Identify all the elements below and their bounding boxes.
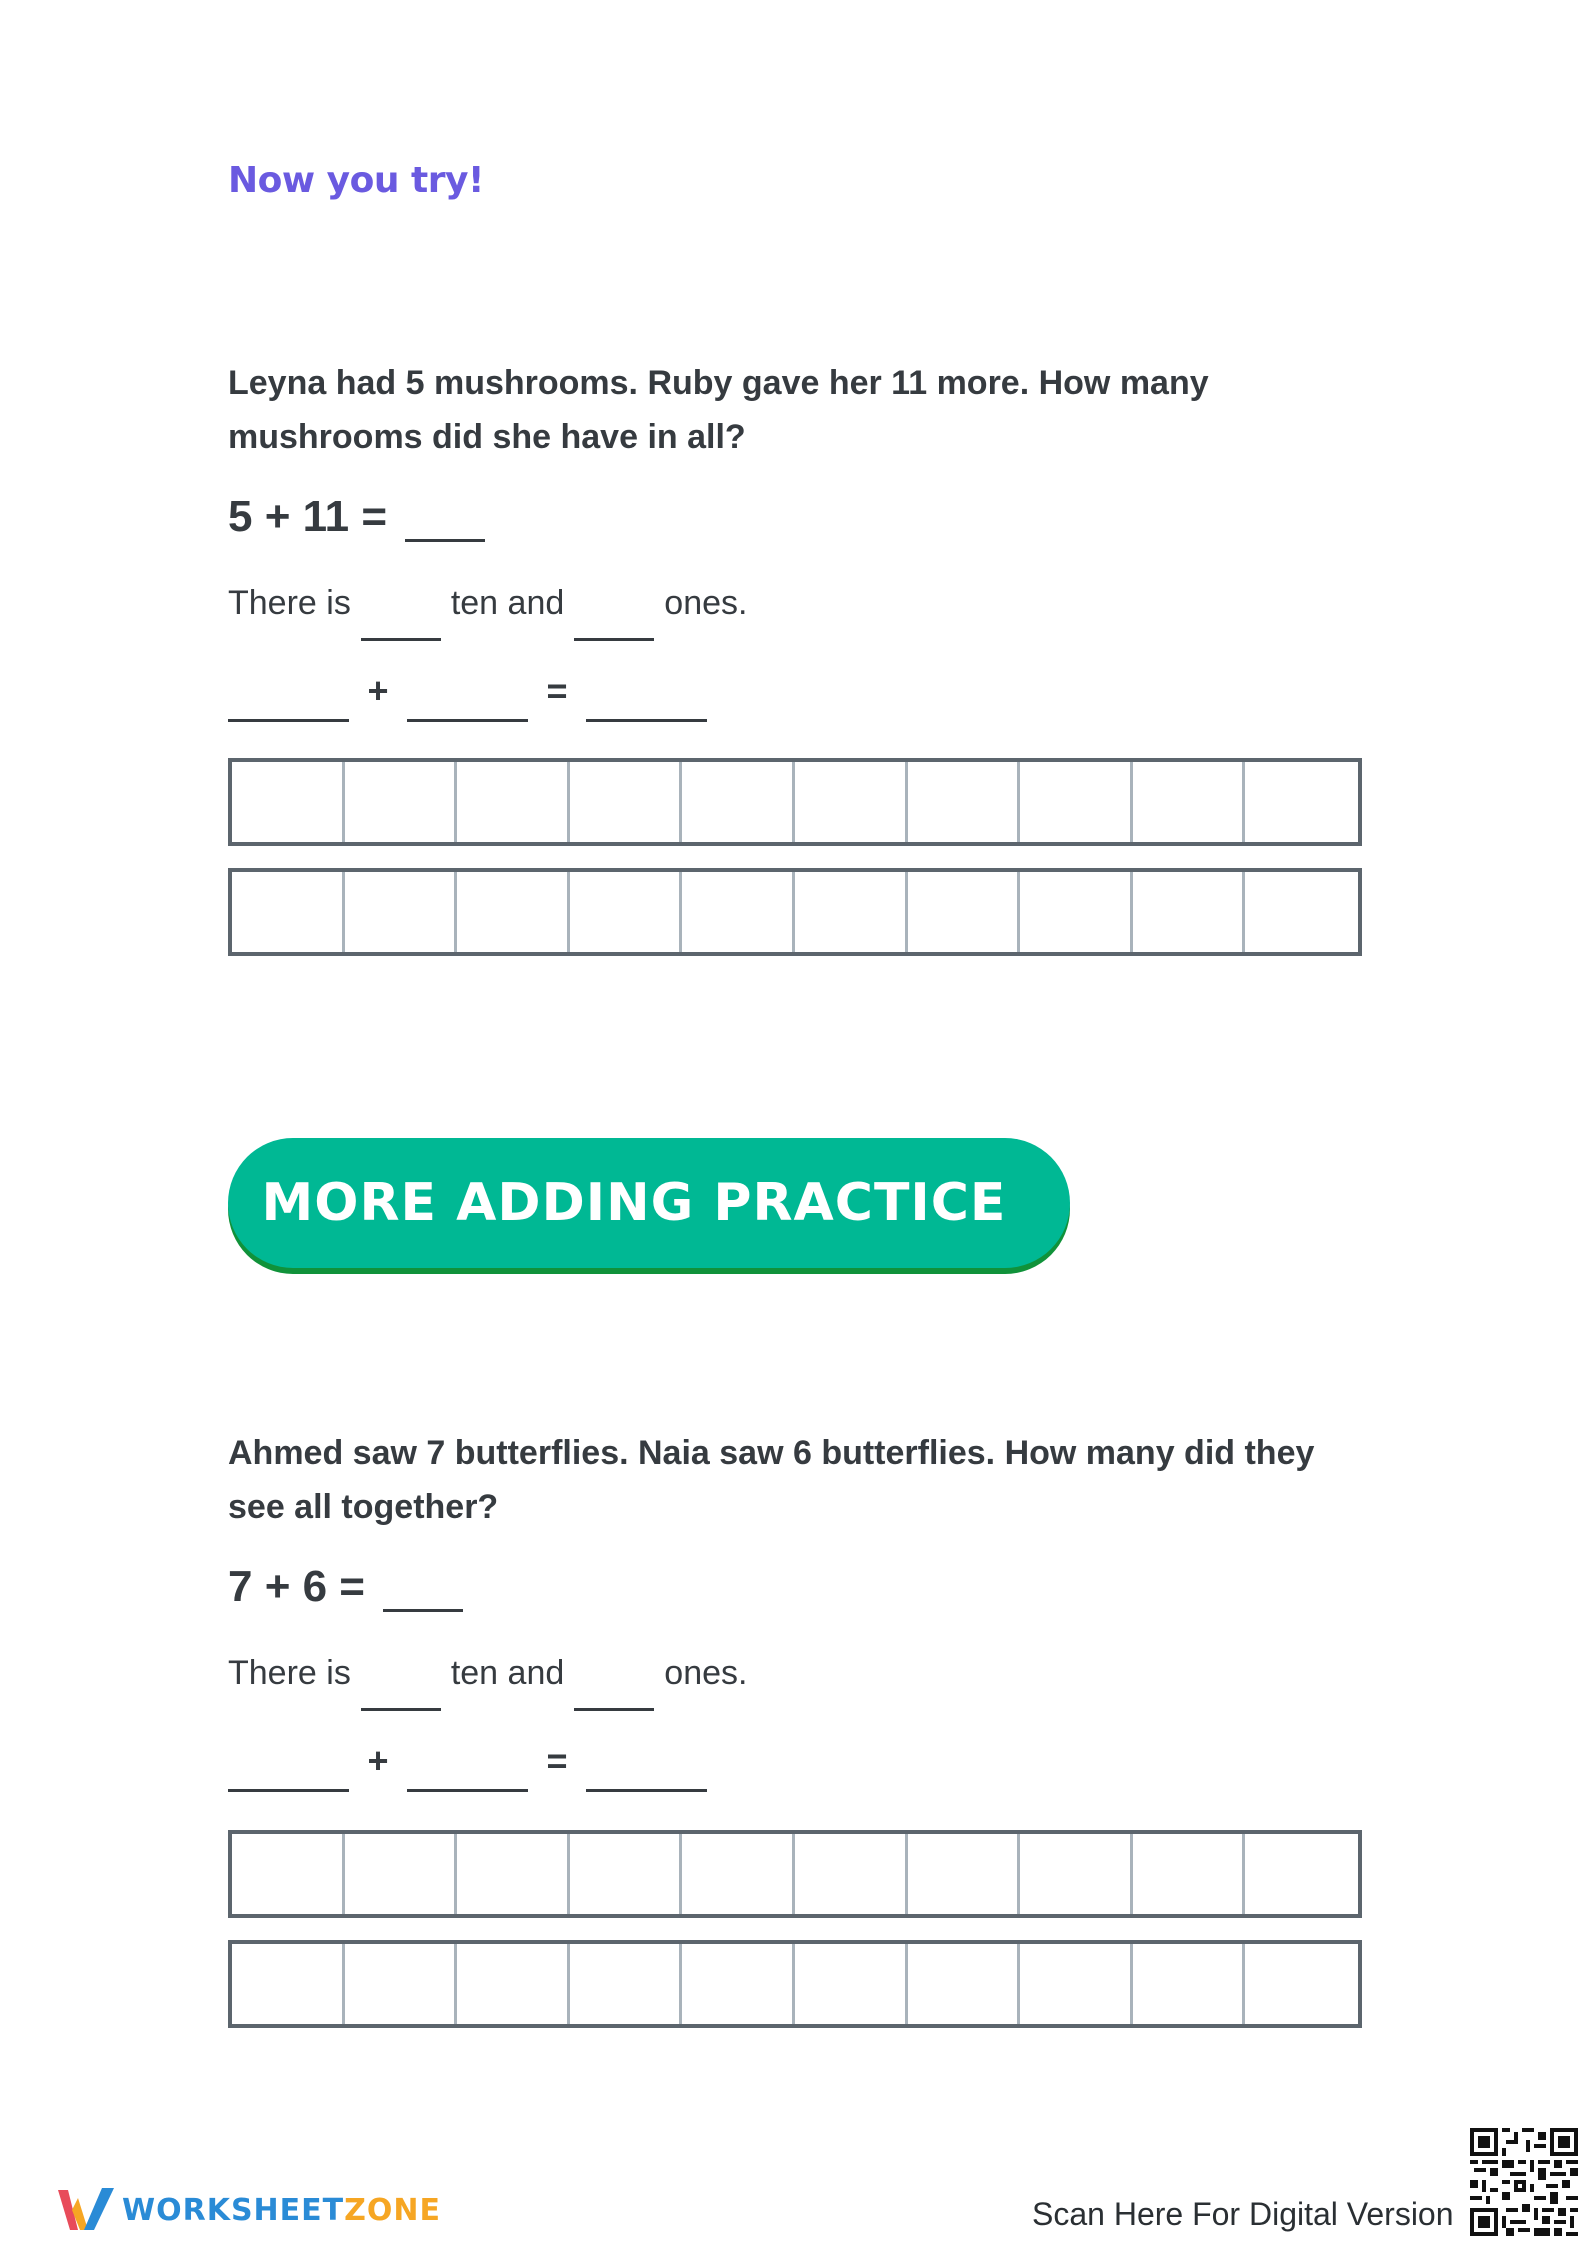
ten-frame-cell[interactable] (1245, 762, 1358, 842)
place-value-text: There is (228, 584, 351, 622)
equation-text: 5 + 11 = (228, 492, 388, 541)
scan-instruction: Scan Here For Digital Version (1032, 2196, 1454, 2232)
place-value-text: There is (228, 1654, 351, 1692)
ten-frame-cell[interactable] (1245, 1834, 1358, 1914)
ten-frame-cell[interactable] (908, 872, 1021, 952)
ten-frame-cell[interactable] (908, 1834, 1021, 1914)
ten-frame-cell[interactable] (908, 1944, 1021, 2024)
word-problem-1: Leyna had 5 mushrooms. Ruby gave her 11 more. How many mushrooms did she have in all? (228, 364, 1209, 456)
ten-frame-cell[interactable] (795, 762, 908, 842)
ten-frame (228, 758, 1362, 846)
brand-name: WORKSHEETZONE (122, 2192, 441, 2228)
ten-frame-cell[interactable] (457, 1944, 570, 2024)
ten-frame-cell[interactable] (232, 1944, 345, 2024)
answer-blank[interactable] (383, 1572, 463, 1612)
addition-line-1 (228, 670, 707, 722)
ten-frame-cell[interactable] (457, 872, 570, 952)
ten-frame-cell[interactable] (795, 1944, 908, 2024)
tens-blank[interactable] (361, 1681, 441, 1711)
addend-blank[interactable] (407, 688, 528, 722)
ten-frame-cell[interactable] (570, 1944, 683, 2024)
ten-frame-cell[interactable] (1020, 762, 1133, 842)
ten-frame-cell[interactable] (345, 1834, 458, 1914)
w-logo-icon (56, 2184, 116, 2236)
ten-frame-cell[interactable] (795, 1834, 908, 1914)
ten-frame-cell[interactable] (1133, 872, 1246, 952)
word-problem-2: Ahmed saw 7 butterflies. Naia saw 6 butterflies. How many did they see all together? (228, 1434, 1315, 1526)
ten-frame-cell[interactable] (1133, 1834, 1246, 1914)
ten-frame-cell[interactable] (232, 872, 345, 952)
ten-frame-cell[interactable] (345, 762, 458, 842)
place-value-text: ones. (664, 1654, 748, 1692)
equals-sign: = (546, 670, 568, 711)
ten-frame-cell[interactable] (682, 872, 795, 952)
ten-frame-cell[interactable] (795, 872, 908, 952)
ten-frame-cell[interactable] (457, 762, 570, 842)
place-value-line-1 (228, 584, 747, 623)
ones-blank[interactable] (574, 611, 654, 641)
ten-frame (228, 868, 1362, 956)
place-value-text: ten and (450, 584, 565, 622)
ten-frame-cell[interactable] (682, 762, 795, 842)
more-practice-banner: MORE ADDING PRACTICE (228, 1138, 1070, 1268)
ten-frame-cell[interactable] (1245, 1944, 1358, 2024)
equation-2 (228, 1562, 463, 1612)
ten-frame-cell[interactable] (232, 762, 345, 842)
ten-frame-cell[interactable] (570, 872, 683, 952)
qr-code-icon[interactable] (1470, 2128, 1578, 2236)
sum-blank[interactable] (586, 1758, 707, 1792)
ten-frame-cell[interactable] (682, 1834, 795, 1914)
ten-frame (228, 1830, 1362, 1918)
plus-sign: + (367, 1740, 389, 1781)
ten-frame-cell[interactable] (570, 1834, 683, 1914)
ten-frame-cell[interactable] (1020, 1834, 1133, 1914)
ones-blank[interactable] (574, 1681, 654, 1711)
addend-blank[interactable] (407, 1758, 528, 1792)
answer-blank[interactable] (405, 502, 485, 542)
ten-frame-cell[interactable] (1133, 1944, 1246, 2024)
ten-frame-cell[interactable] (570, 762, 683, 842)
ten-frame-cell[interactable] (1020, 872, 1133, 952)
equation-text: 7 + 6 = (228, 1562, 366, 1611)
sum-blank[interactable] (586, 688, 707, 722)
ten-frame-cell[interactable] (232, 1834, 345, 1914)
ten-frame-cell[interactable] (1133, 762, 1246, 842)
section-heading: Now you try! (228, 160, 484, 201)
ten-frame-cell[interactable] (682, 1944, 795, 2024)
place-value-text: ten and (450, 1654, 565, 1692)
addend-blank[interactable] (228, 1758, 349, 1792)
equals-sign: = (546, 1740, 568, 1781)
ten-frame-cell[interactable] (908, 762, 1021, 842)
addend-blank[interactable] (228, 688, 349, 722)
addition-line-2 (228, 1740, 707, 1792)
ten-frame-cell[interactable] (1020, 1944, 1133, 2024)
tens-blank[interactable] (361, 611, 441, 641)
ten-frame (228, 1940, 1362, 2028)
ten-frame-cell[interactable] (345, 1944, 458, 2024)
worksheetzone-logo[interactable] (56, 2184, 441, 2236)
place-value-line-2 (228, 1654, 747, 1693)
equation-1 (228, 492, 485, 542)
ten-frame-cell[interactable] (1245, 872, 1358, 952)
ten-frame-cell[interactable] (457, 1834, 570, 1914)
place-value-text: ones. (664, 584, 748, 622)
ten-frame-cell[interactable] (345, 872, 458, 952)
plus-sign: + (367, 670, 389, 711)
